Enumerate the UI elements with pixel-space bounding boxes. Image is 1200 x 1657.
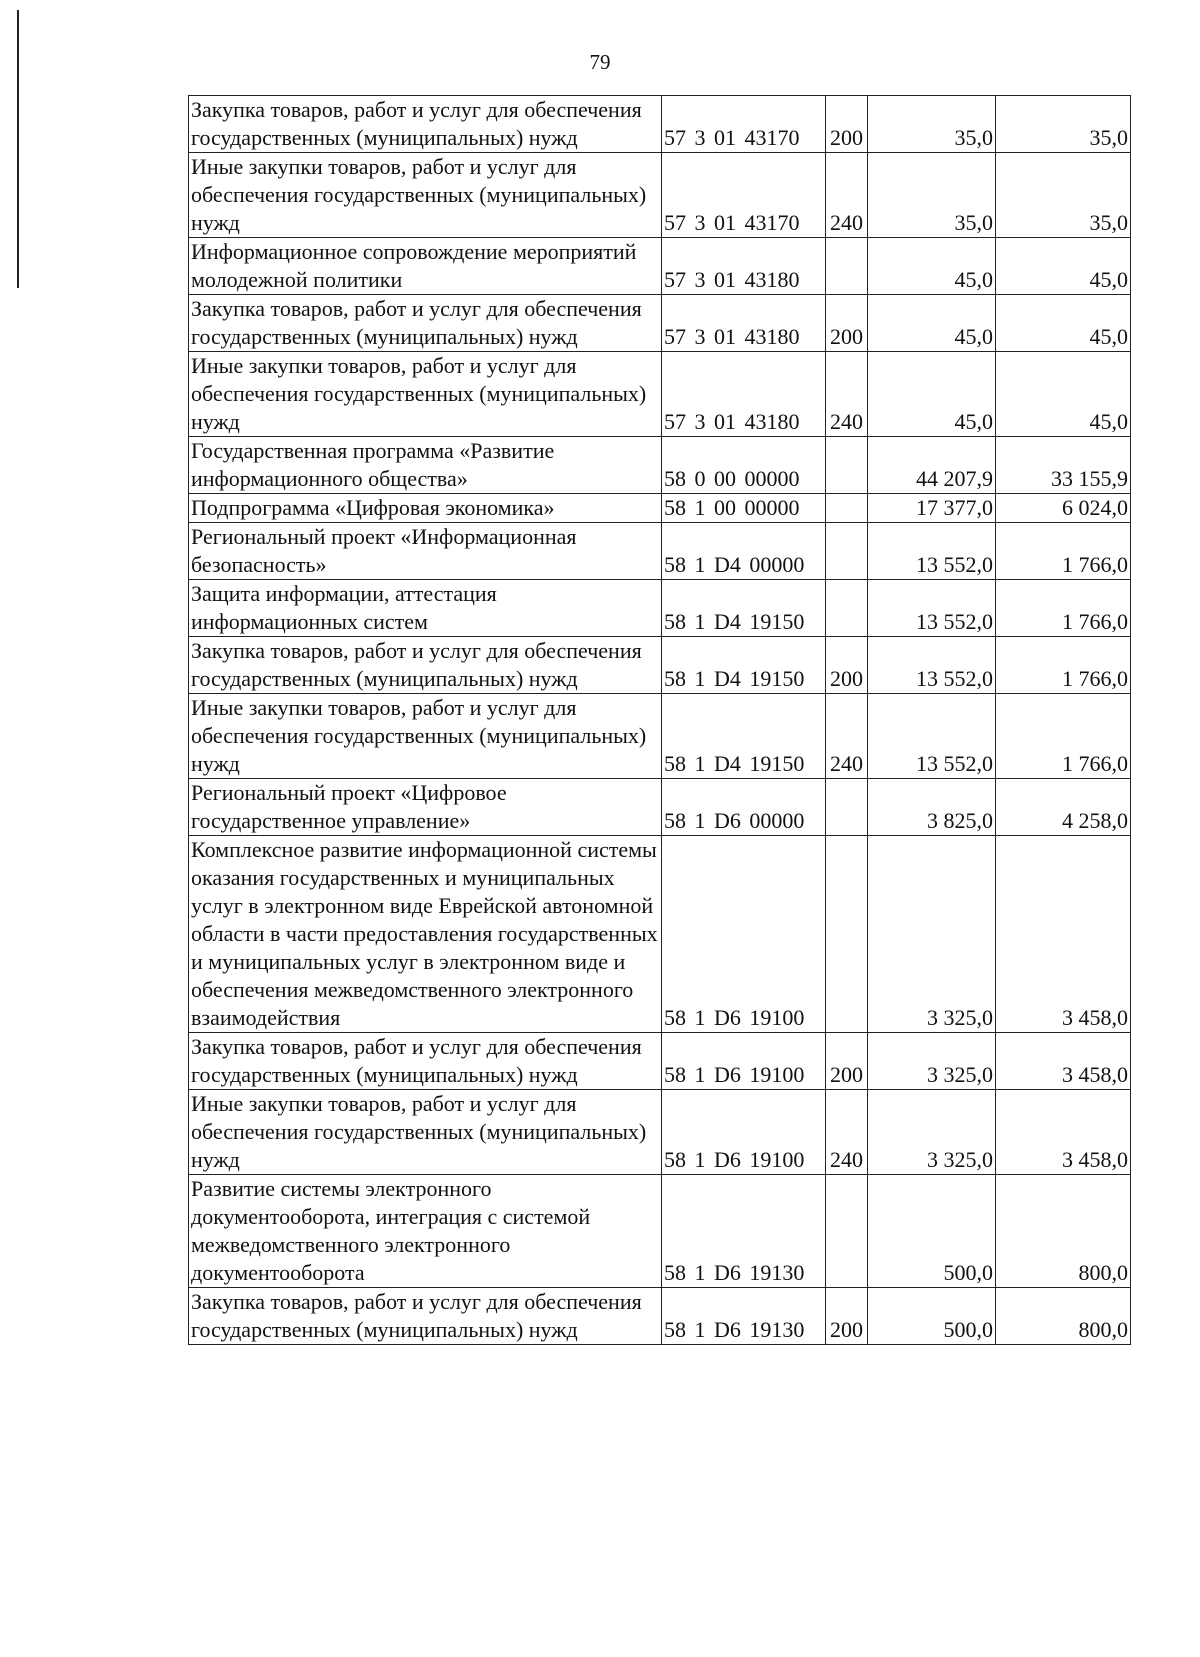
- budget-table-body: [189, 96, 1131, 1345]
- row-amount-1: 500,0: [868, 1175, 996, 1288]
- row-expense-type: [826, 1175, 868, 1288]
- table-row: [189, 637, 1131, 694]
- row-amount-2: 45,0: [996, 238, 1131, 295]
- row-amount-2: 1 766,0: [996, 523, 1131, 580]
- row-code: 58 1 D4 19150: [662, 637, 826, 694]
- row-expense-type: [826, 580, 868, 637]
- row-description: Иные закупки товаров, работ и услуг для обеспечения государственных (муниципальных) нужд: [189, 1090, 662, 1175]
- row-code: 58 1 D6 19100: [662, 1033, 826, 1090]
- row-description: Комплексное развитие информационной системы оказания государственных и муниципальных услуг в электронном виде Еврейской автономной области в части предоставления государственных и муниципальных услуг в электронном виде и обеспечения межведомственного электронного взаимодействия: [189, 836, 662, 1033]
- table-row: [189, 694, 1131, 779]
- row-amount-2: 35,0: [996, 153, 1131, 238]
- row-amount-1: 13 552,0: [868, 637, 996, 694]
- row-code: 57 3 01 43170: [662, 153, 826, 238]
- table-row: [189, 352, 1131, 437]
- row-amount-2: 4 258,0: [996, 779, 1131, 836]
- row-code: 58 1 D4 19150: [662, 580, 826, 637]
- row-expense-type: [826, 238, 868, 295]
- page-number: 79: [589, 50, 611, 74]
- row-code: 58 1 D4 00000: [662, 523, 826, 580]
- row-amount-1: 500,0: [868, 1288, 996, 1345]
- table-row: [189, 523, 1131, 580]
- row-amount-2: 800,0: [996, 1175, 1131, 1288]
- row-amount-2: 3 458,0: [996, 1033, 1131, 1090]
- row-description: Защита информации, аттестация информационных систем: [189, 580, 662, 637]
- row-expense-type: 240: [826, 153, 868, 238]
- row-amount-1: 3 325,0: [868, 836, 996, 1033]
- row-expense-type: 200: [826, 295, 868, 352]
- row-amount-2: 3 458,0: [996, 836, 1131, 1033]
- row-description: Иные закупки товаров, работ и услуг для обеспечения государственных (муниципальных) нужд: [189, 352, 662, 437]
- row-code: 58 1 D6 19100: [662, 1090, 826, 1175]
- row-amount-2: 45,0: [996, 295, 1131, 352]
- row-amount-2: 33 155,9: [996, 437, 1131, 494]
- table-row: [189, 836, 1131, 1033]
- row-description: Закупка товаров, работ и услуг для обеспечения государственных (муниципальных) нужд: [189, 637, 662, 694]
- row-amount-1: 17 377,0: [868, 494, 996, 523]
- row-amount-2: 800,0: [996, 1288, 1131, 1345]
- row-description: Закупка товаров, работ и услуг для обеспечения государственных (муниципальных) нужд: [189, 96, 662, 153]
- table-row: [189, 153, 1131, 238]
- table-row: [189, 1288, 1131, 1345]
- table-row: [189, 295, 1131, 352]
- row-description: Региональный проект «Информационная безопасность»: [189, 523, 662, 580]
- row-code: 57 3 01 43170: [662, 96, 826, 153]
- row-description: Иные закупки товаров, работ и услуг для обеспечения государственных (муниципальных) нужд: [189, 694, 662, 779]
- row-expense-type: 200: [826, 1288, 868, 1345]
- row-code: 57 3 01 43180: [662, 352, 826, 437]
- table-row: [189, 580, 1131, 637]
- row-description: Подпрограмма «Цифровая экономика»: [189, 494, 662, 523]
- row-description: Закупка товаров, работ и услуг для обеспечения государственных (муниципальных) нужд: [189, 1288, 662, 1345]
- table-row: [189, 1033, 1131, 1090]
- budget-table: [188, 95, 1131, 1345]
- row-expense-type: [826, 437, 868, 494]
- table-row: [189, 437, 1131, 494]
- row-code: 58 0 00 00000: [662, 437, 826, 494]
- row-amount-1: 3 325,0: [868, 1033, 996, 1090]
- row-amount-1: 45,0: [868, 295, 996, 352]
- row-expense-type: [826, 494, 868, 523]
- row-expense-type: [826, 779, 868, 836]
- row-code: 58 1 D6 19100: [662, 836, 826, 1033]
- row-expense-type: 240: [826, 1090, 868, 1175]
- row-amount-1: 35,0: [868, 153, 996, 238]
- row-expense-type: 200: [826, 1033, 868, 1090]
- row-expense-type: 200: [826, 96, 868, 153]
- row-amount-2: 1 766,0: [996, 580, 1131, 637]
- row-description: Развитие системы электронного документооборота, интеграция с системой межведомственного электронного документооборота: [189, 1175, 662, 1288]
- row-description: Государственная программа «Развитие информационного общества»: [189, 437, 662, 494]
- row-amount-1: 13 552,0: [868, 694, 996, 779]
- row-amount-2: 6 024,0: [996, 494, 1131, 523]
- row-expense-type: [826, 836, 868, 1033]
- row-amount-1: 3 325,0: [868, 1090, 996, 1175]
- row-expense-type: 240: [826, 352, 868, 437]
- row-amount-1: 35,0: [868, 96, 996, 153]
- row-code: 57 3 01 43180: [662, 238, 826, 295]
- row-amount-2: 1 766,0: [996, 694, 1131, 779]
- row-description: Закупка товаров, работ и услуг для обеспечения государственных (муниципальных) нужд: [189, 1033, 662, 1090]
- row-code: 58 1 D6 00000: [662, 779, 826, 836]
- row-amount-1: 13 552,0: [868, 523, 996, 580]
- row-amount-1: 45,0: [868, 238, 996, 295]
- row-amount-1: 45,0: [868, 352, 996, 437]
- table-row: [189, 779, 1131, 836]
- row-code: 57 3 01 43180: [662, 295, 826, 352]
- row-amount-1: 13 552,0: [868, 580, 996, 637]
- row-amount-2: 3 458,0: [996, 1090, 1131, 1175]
- row-description: Иные закупки товаров, работ и услуг для обеспечения государственных (муниципальных) нужд: [189, 153, 662, 238]
- row-expense-type: 200: [826, 637, 868, 694]
- row-code: 58 1 00 00000: [662, 494, 826, 523]
- row-expense-type: 240: [826, 694, 868, 779]
- row-code: 58 1 D6 19130: [662, 1288, 826, 1345]
- row-amount-2: 35,0: [996, 96, 1131, 153]
- row-expense-type: [826, 523, 868, 580]
- table-row: [189, 494, 1131, 523]
- table-row: [189, 96, 1131, 153]
- row-amount-2: 1 766,0: [996, 637, 1131, 694]
- row-amount-2: 45,0: [996, 352, 1131, 437]
- row-description: Информационное сопровождение мероприятий молодежной политики: [189, 238, 662, 295]
- table-row: [189, 238, 1131, 295]
- row-code: 58 1 D4 19150: [662, 694, 826, 779]
- row-description: Региональный проект «Цифровое государственное управление»: [189, 779, 662, 836]
- row-code: 58 1 D6 19130: [662, 1175, 826, 1288]
- table-row: [189, 1175, 1131, 1288]
- row-amount-1: 3 825,0: [868, 779, 996, 836]
- row-amount-1: 44 207,9: [868, 437, 996, 494]
- row-description: Закупка товаров, работ и услуг для обеспечения государственных (муниципальных) нужд: [189, 295, 662, 352]
- table-row: [189, 1090, 1131, 1175]
